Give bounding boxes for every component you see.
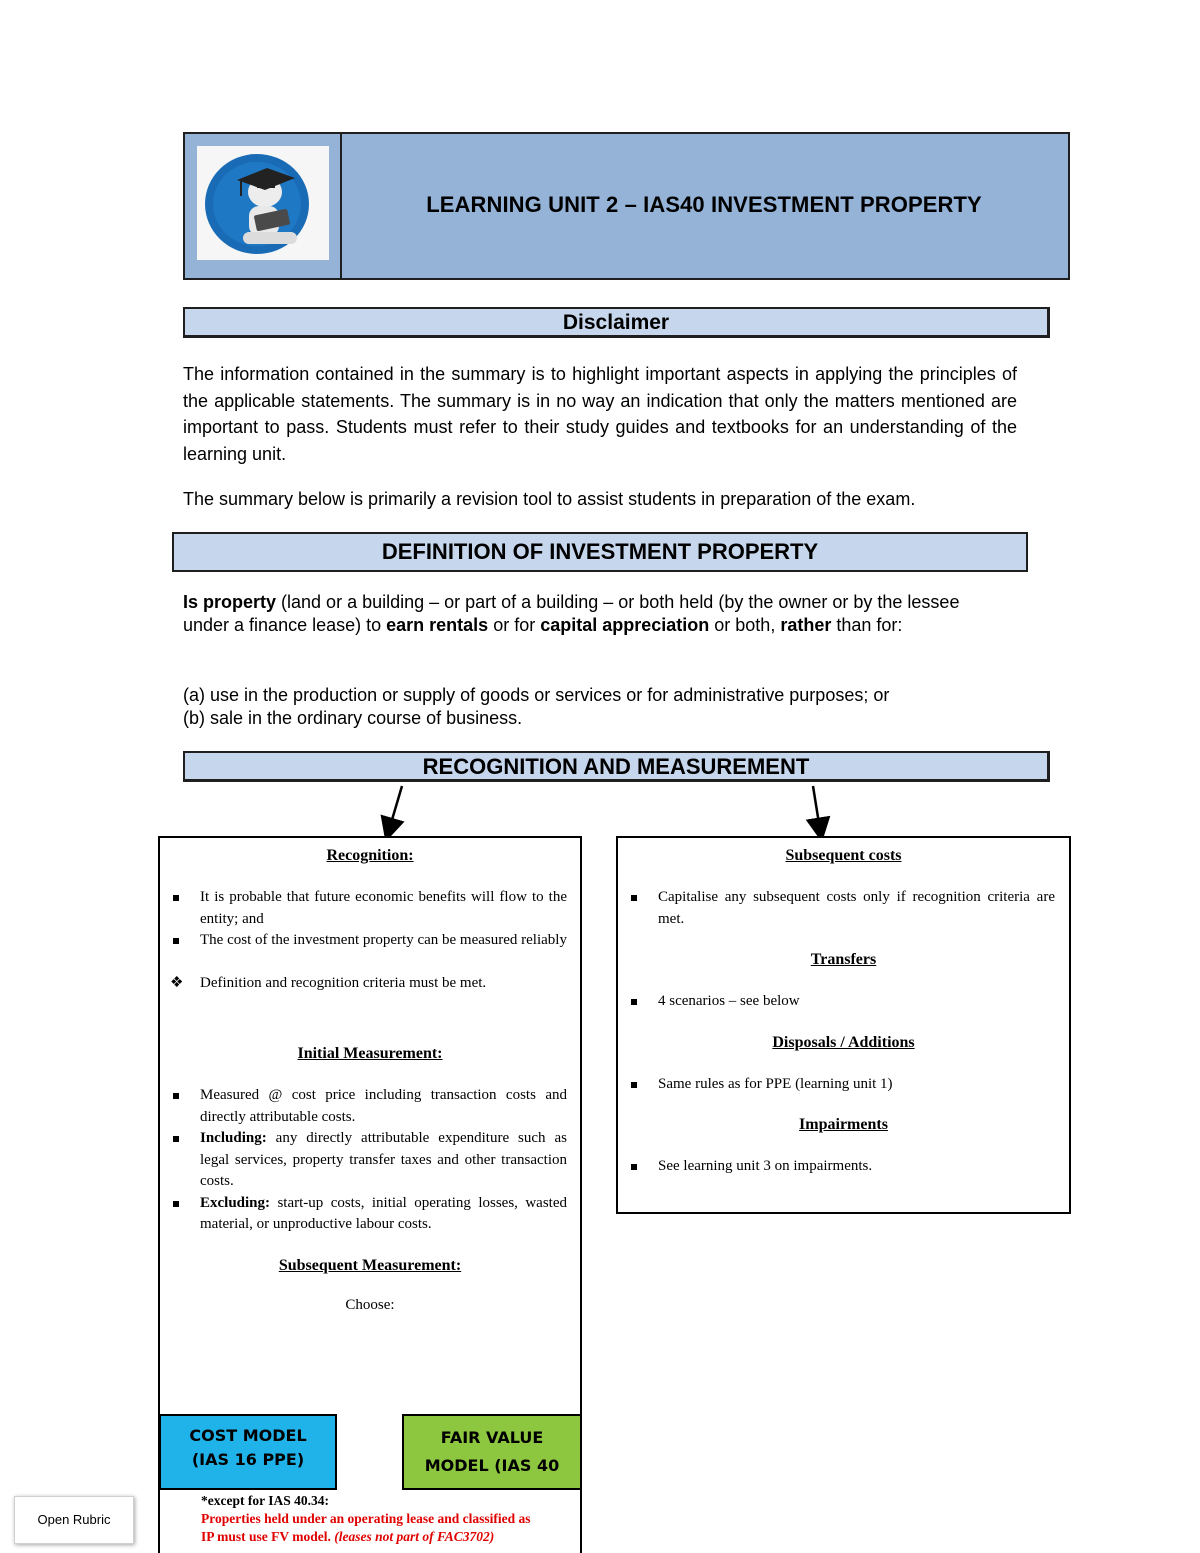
list-item-text: start-up costs, initial operating losses, wasted material, or unproductive labour costs. <box>200 1194 567 1232</box>
list-item <box>160 1193 567 1236</box>
definition-text-part: or both, <box>709 615 781 635</box>
page-title: LEARNING UNIT 2 – IAS40 INVESTMENT PROPERTY <box>426 192 982 217</box>
list-item-text: Same rules as for PPE (learning unit 1) <box>658 1075 893 1092</box>
initial-measurement-list <box>160 1085 567 1236</box>
list-item <box>160 1128 567 1193</box>
list-item-text: Capitalise any subsequent costs only if recognition criteria are met. <box>658 889 1055 927</box>
bullet-icon <box>173 1201 179 1207</box>
footnote-line2: Properties held under an operating lease and classified as <box>201 1511 531 1526</box>
arrow-to-subsequent <box>813 786 820 830</box>
impairments-heading: Impairments <box>799 1116 888 1133</box>
subsequent-costs-heading: Subsequent costs <box>785 847 902 864</box>
cost-model-box <box>159 1414 337 1490</box>
list-item-label: Including: <box>200 1130 267 1146</box>
list-item <box>160 1085 567 1128</box>
list-item <box>618 1074 1069 1096</box>
fair-value-model-line1: FAIR VALUE <box>440 1428 544 1447</box>
fair-value-model-box <box>402 1414 582 1490</box>
transfers-heading: Transfers <box>810 951 877 968</box>
fair-value-model-line2: MODEL (IAS 40 <box>424 1456 560 1475</box>
definition-text-part: than for: <box>831 615 903 635</box>
definition-item-a: (a) use in the production or supply of goods or services or for administrative purposes; or <box>183 685 890 705</box>
definition-item-b: (b) sale in the ordinary course of business. <box>183 708 523 728</box>
list-item-text: any directly attributable expenditure such as legal services, property transfer taxes and other transaction costs. <box>200 1130 567 1189</box>
disclaimer-note: The summary below is primarily a revision tool to assist students in preparation of the exam. <box>183 489 916 509</box>
footnote-line3: IP must use FV model. <box>201 1529 335 1544</box>
cost-model-line2: (IAS 16 PPE) <box>191 1450 305 1469</box>
list-item <box>618 991 1069 1013</box>
recognition-list <box>160 887 567 994</box>
arrow-to-recognition <box>389 786 402 830</box>
list-item-text: Measured @ cost price including transaction costs and directly attributable costs. <box>200 1087 567 1125</box>
definition-title: DEFINITION OF INVESTMENT PROPERTY <box>381 539 819 564</box>
open-rubric-button[interactable]: Open Rubric <box>14 1496 134 1544</box>
list-item <box>618 1156 1069 1178</box>
definition-keyword: capital appreciation <box>540 615 710 635</box>
list-item-text: Definition and recognition criteria must be met. <box>200 974 487 991</box>
subsequent-costs-list <box>618 887 1055 930</box>
disclaimer-title: Disclaimer <box>562 311 670 334</box>
subsequent-costs-panel <box>616 836 1071 1214</box>
diamond-bullet-icon: ❖ <box>170 974 184 991</box>
list-item-text: The cost of the investment property can be measured reliably <box>200 932 567 948</box>
list-item-text: 4 scenarios – see below <box>658 993 800 1009</box>
disclaimer-paragraph: The information contained in the summary is to highlight important aspects in applying the principles of the applicable statements. The summary is in no way an indication that only the matters mentioned are important to pass. Students must refer to their study guides and textbooks for an understanding of the learning unit. <box>183 364 1017 464</box>
footnote-line1: *except for IAS 40.34: <box>201 1493 329 1508</box>
recognition-heading: Recognition: <box>326 847 414 864</box>
bullet-icon <box>173 938 179 944</box>
list-item <box>160 887 567 930</box>
list-item <box>618 887 1055 930</box>
bullet-icon <box>631 1082 637 1088</box>
initial-measurement-heading: Initial Measurement: <box>297 1045 443 1062</box>
list-item <box>160 973 567 995</box>
impairments-list <box>618 1156 1069 1178</box>
bullet-icon <box>631 895 637 901</box>
list-item-text: It is probable that future economic benefits will flow to the entity; and <box>200 889 567 927</box>
list-item-label: Excluding: <box>200 1194 271 1211</box>
definition-term: Is property <box>183 592 277 612</box>
definition-text-part: (land or a building – or part of a building – or both held (by the owner or by the lessee under a finance lease) to <box>183 592 960 635</box>
definition-keyword: rather <box>780 615 832 635</box>
definition-text-part: or for <box>488 615 541 635</box>
choose-label: Choose: <box>345 1296 395 1313</box>
ias-40-34-footnote <box>201 1492 581 1546</box>
transfers-list <box>618 991 1069 1013</box>
subsequent-measurement-heading: Subsequent Measurement: <box>278 1256 462 1274</box>
list-item-text: See learning unit 3 on impairments. <box>658 1158 873 1174</box>
cost-model-line1: COST MODEL <box>189 1426 307 1445</box>
bullet-icon <box>631 1164 637 1170</box>
bullet-icon <box>173 1136 179 1142</box>
list-item <box>160 930 567 952</box>
footnote-line3-note: (leases not part of FAC3702) <box>334 1529 495 1544</box>
disposals-additions-list <box>618 1074 1069 1096</box>
recognition-measurement-title: RECOGNITION AND MEASUREMENT <box>422 754 810 779</box>
bullet-icon <box>631 999 637 1005</box>
disposals-additions-heading: Disposals / Additions <box>772 1033 915 1051</box>
bullet-icon <box>173 895 179 901</box>
definition-keyword: earn rentals <box>386 615 489 635</box>
bullet-icon <box>173 1093 179 1099</box>
